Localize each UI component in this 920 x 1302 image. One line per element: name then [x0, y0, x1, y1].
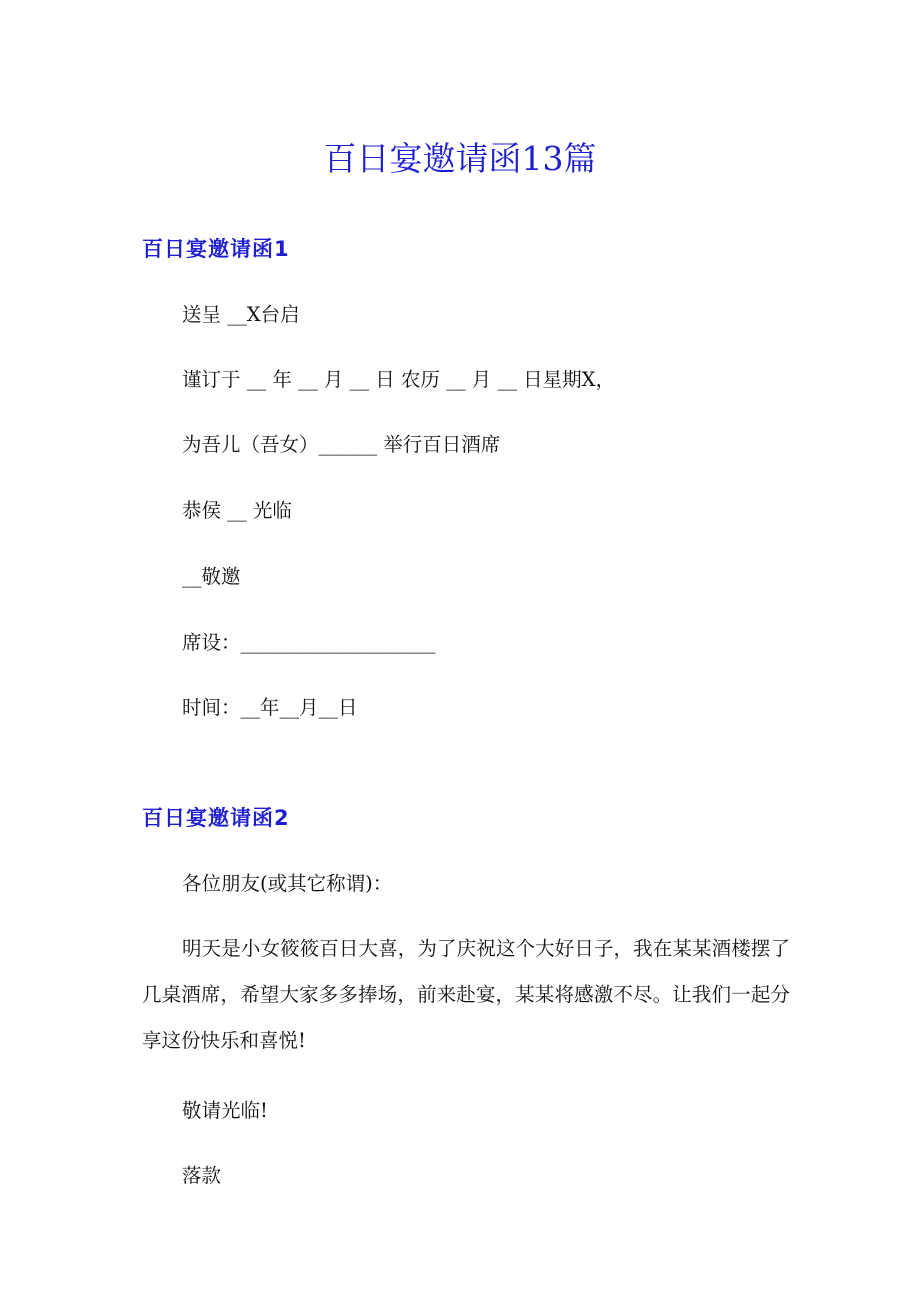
letter-body-paragraph: 明天是小女筱筱百日大喜，为了庆祝这个大好日子，我在某某酒楼摆了几桌酒席，希望大家多多捧场，前来赴宴，某某将感激不尽。让我们一起分享这份快乐和喜悦!	[142, 937, 790, 1052]
invitation-line-time: 时间：__年__月__日	[182, 696, 358, 719]
letter-signature: 落款	[182, 1164, 222, 1187]
section-heading-2: 百日宴邀请函2	[142, 806, 290, 830]
invitation-line-venue: 席设：____________________	[182, 631, 436, 654]
invitation-line-recipient: 送呈 __X台启	[182, 303, 300, 326]
invitation-line-purpose: 为吾儿（吾女）______ 举行百日酒席	[182, 433, 501, 456]
document-title: 百日宴邀请函13篇	[323, 139, 597, 178]
invitation-line-invite: __敬邀	[182, 565, 241, 588]
section-heading-1: 百日宴邀请函1	[142, 237, 290, 261]
letter-closing: 敬请光临!	[182, 1099, 268, 1122]
letter-salutation: 各位朋友(或其它称谓)：	[182, 872, 393, 895]
invitation-line-await: 恭侯 __ 光临	[182, 499, 292, 522]
invitation-line-date: 谨订于 __ 年 __ 月 __ 日 农历 __ 月 __ 日星期X，	[182, 368, 616, 391]
